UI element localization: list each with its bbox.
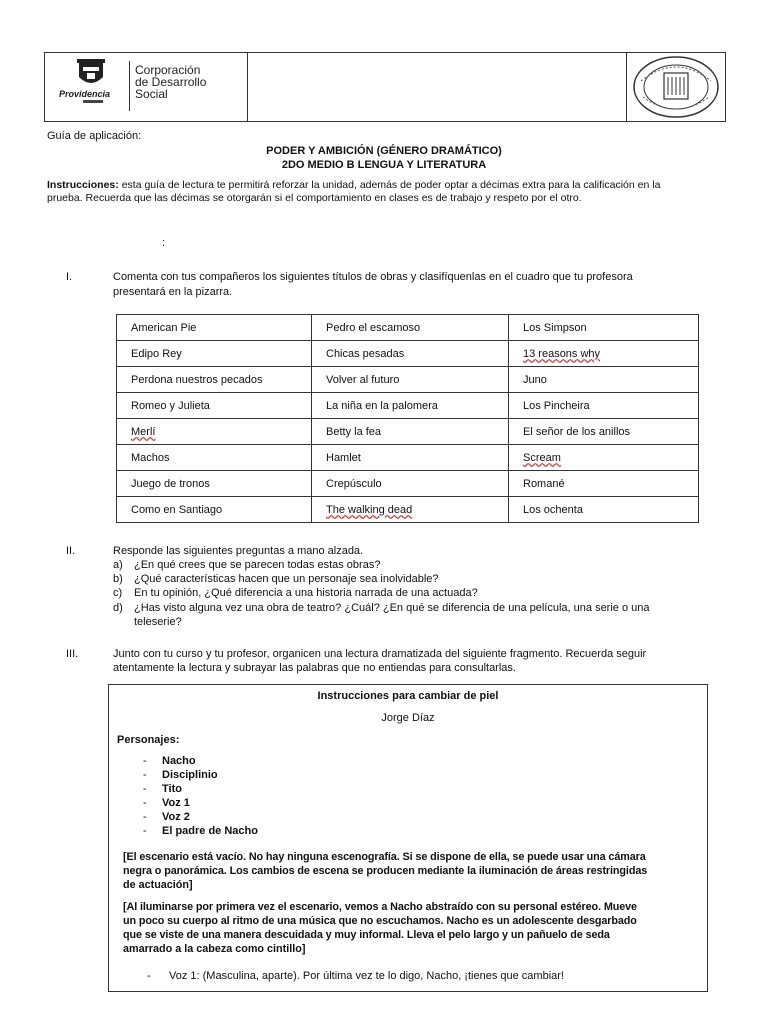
stage-direction-2-line: [Al iluminarse por primera vez el escenario, vemos a Nacho abstraído con su personal estéreo. Mueve bbox=[123, 901, 637, 913]
titles-table bbox=[116, 314, 699, 523]
instructions-text-1: esta guía de lectura te permitirá reforzar la unidad, además de poder optar a décimas extra para la calificación en la bbox=[118, 179, 661, 191]
fragment-author: Jorge Díaz bbox=[381, 712, 435, 724]
list-dash: - bbox=[143, 769, 147, 781]
table-cell-text: Merlí bbox=[131, 425, 156, 438]
table-cell bbox=[509, 445, 699, 471]
question-letter: d) bbox=[113, 602, 123, 614]
character-item: Nacho bbox=[162, 755, 196, 767]
logo-text: Providencia bbox=[59, 89, 111, 99]
table-cell bbox=[509, 341, 699, 367]
dialogue-line: Voz 1: (Masculina, aparte). Por última vez te lo digo, Nacho, ¡tienes que cambiar! bbox=[169, 970, 564, 982]
list-dash: - bbox=[143, 755, 147, 767]
question-letter: a) bbox=[113, 559, 123, 571]
list-dash: - bbox=[143, 797, 147, 809]
brand-line-1: Corporación bbox=[135, 63, 201, 77]
table-row bbox=[117, 315, 699, 341]
table-cell-text: 13 reasons why bbox=[523, 347, 601, 360]
school-seal-icon bbox=[631, 55, 721, 119]
section-1-numeral: I. bbox=[66, 271, 73, 283]
table-row bbox=[117, 341, 699, 367]
table-cell: Juego de tronos bbox=[117, 471, 312, 497]
table-cell: Como en Santiago bbox=[117, 497, 312, 523]
table-cell bbox=[312, 497, 509, 523]
logo-divider bbox=[129, 61, 130, 111]
table-cell: Romeo y Julieta bbox=[117, 393, 312, 419]
fragment-box bbox=[108, 684, 708, 992]
stage-direction-2-line: que se viste de una manera descuidada y muy informal. Lleva el pelo largo y un pañuelo de seda bbox=[123, 929, 610, 941]
table-cell: Los Simpson bbox=[509, 315, 699, 341]
stray-colon: : bbox=[162, 237, 166, 249]
page-title: PODER Y AMBICIÓN (GÉNERO DRAMÁTICO) bbox=[266, 145, 502, 157]
providencia-crest-icon bbox=[75, 59, 107, 89]
section-3-line-2: atentamente la lectura y subrayar las palabras que no entiendas para consultarlas. bbox=[113, 662, 516, 674]
character-item: Voz 1 bbox=[162, 797, 190, 809]
question-letter: b) bbox=[113, 573, 123, 585]
page-subtitle: 2DO MEDIO B LENGUA Y LITERATURA bbox=[281, 159, 487, 171]
table-cell bbox=[117, 419, 312, 445]
fragment-title: Instrucciones para cambiar de piel bbox=[317, 690, 499, 702]
table-cell: Romané bbox=[509, 471, 699, 497]
stage-direction-1-line: negra o panorámica. Los cambios de escena se producen mediante la iluminación de áreas restringidas bbox=[123, 865, 648, 877]
stage-direction-2-line: amarrado a la cabeza como cintillo] bbox=[123, 943, 306, 955]
table-cell: Edipo Rey bbox=[117, 341, 312, 367]
character-item: El padre de Nacho bbox=[162, 825, 258, 837]
table-cell: Chicas pesadas bbox=[312, 341, 509, 367]
table-row bbox=[117, 497, 699, 523]
brand-line-2: de Desarrollo bbox=[135, 75, 207, 89]
section-1-line-2: presentará en la pizarra. bbox=[113, 286, 233, 298]
table-row bbox=[117, 393, 699, 419]
table-cell: Hamlet bbox=[312, 445, 509, 471]
character-item: Tito bbox=[162, 783, 182, 795]
table-cell: Crepúsculo bbox=[312, 471, 509, 497]
logo-underline bbox=[83, 100, 103, 103]
table-row bbox=[117, 367, 699, 393]
seal-cell bbox=[627, 53, 725, 121]
list-dash: - bbox=[143, 811, 147, 823]
table-cell: Juno bbox=[509, 367, 699, 393]
question-text: ¿Qué características hacen que un personaje sea inolvidable? bbox=[134, 573, 439, 585]
table-cell: Los ochenta bbox=[509, 497, 699, 523]
table-cell: Betty la fea bbox=[312, 419, 509, 445]
list-dash: - bbox=[143, 783, 147, 795]
table-cell: Pedro el escamoso bbox=[312, 315, 509, 341]
stage-direction-2-line: un poco su cuerpo al ritmo de una música que no escuchamos. Nacho es un adolescente desgarbado bbox=[123, 915, 637, 927]
section-2-numeral: II. bbox=[66, 545, 76, 557]
logo-cell bbox=[45, 53, 248, 121]
section-2-intro: Responde las siguientes preguntas a mano alzada. bbox=[113, 545, 364, 557]
table-cell: Perdona nuestros pecados bbox=[117, 367, 312, 393]
table-row bbox=[117, 419, 699, 445]
character-item: Voz 2 bbox=[162, 811, 190, 823]
header-box bbox=[44, 52, 726, 122]
guide-label: Guía de aplicación: bbox=[47, 130, 142, 142]
characters-label: Personajes: bbox=[117, 734, 180, 746]
list-dash: - bbox=[143, 825, 147, 837]
character-item: Disciplinio bbox=[162, 769, 218, 781]
brand-line-3: Social bbox=[135, 87, 168, 101]
stage-direction-1-line: [El escenario está vacío. No hay ninguna escenografía. Si se dispone de ella, se puede usar una cámara bbox=[123, 851, 646, 863]
stage-direction-1-line: de actuación] bbox=[123, 879, 193, 891]
header-empty-cell bbox=[248, 53, 627, 121]
instructions-line-1 bbox=[47, 178, 732, 192]
instructions-label: Instrucciones: bbox=[47, 179, 119, 191]
question-text: En tu opinión, ¿Qué diferencia a una historia narrada de una actuada? bbox=[134, 587, 478, 599]
question-text: ¿En qué crees que se parecen todas estas obras? bbox=[134, 559, 381, 571]
table-cell: Los Pincheira bbox=[509, 393, 699, 419]
question-d-continuation: teleserie? bbox=[134, 616, 182, 628]
section-3-numeral: III. bbox=[66, 648, 79, 660]
table-row bbox=[117, 445, 699, 471]
table-cell-text: Scream bbox=[523, 451, 561, 464]
table-cell: Machos bbox=[117, 445, 312, 471]
list-dash: - bbox=[147, 970, 151, 982]
question-letter: c) bbox=[113, 587, 123, 599]
question-text: ¿Has visto alguna vez una obra de teatro? ¿Cuál? ¿En qué se diferencia de una película, una serie o una bbox=[134, 602, 650, 614]
table-cell: El señor de los anillos bbox=[509, 419, 699, 445]
table-cell: American Pie bbox=[117, 315, 312, 341]
section-1-line-1: Comenta con tus compañeros los siguientes títulos de obras y clasifíquenlas en el cuadro que tu profesora bbox=[113, 271, 633, 283]
section-3-line-1: Junto con tu curso y tu profesor, organicen una lectura dramatizada del siguiente fragmento. Recuerda seguir bbox=[113, 648, 647, 660]
instructions-line-2: prueba. Recuerda que las décimas se otorgarán si el comportamiento en clases es de trabajo y respeto por el otro. bbox=[47, 192, 582, 204]
table-cell-text: The walking dead bbox=[326, 503, 413, 516]
table-row bbox=[117, 471, 699, 497]
table-cell: La niña en la palomera bbox=[312, 393, 509, 419]
table-cell: Volver al futuro bbox=[312, 367, 509, 393]
